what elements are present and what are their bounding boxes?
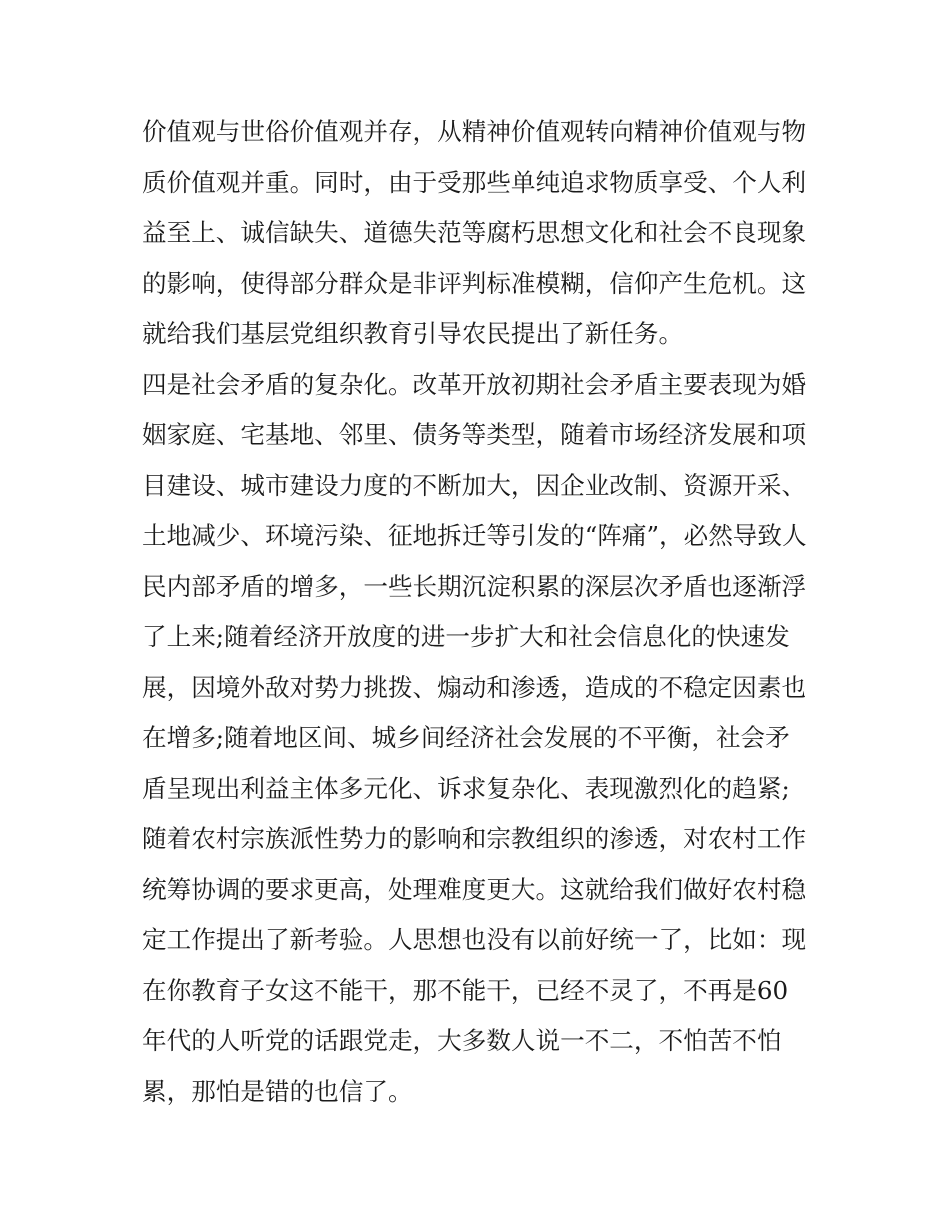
text-line: 定工作提出了新考验。人思想也没有以前好统一了，比如：现: [142, 925, 807, 954]
text-line: 的影响，使得部分群众是非评判标准模糊，信仰产生危机。这: [142, 268, 807, 298]
text-line: 年代的人听党的话跟党走，大多数人说一不二，不怕苦不怕: [142, 1026, 782, 1055]
text-line: 土地减少、环境污染、征地拆迁等引发的“阵痛”，必然导致人: [142, 521, 807, 550]
text-line: 了上来;随着经济开放度的进一步扩大和社会信息化的快速发: [142, 622, 790, 651]
body-text: [142, 107, 814, 1117]
text-line: 在增多;随着地区间、城乡间经济社会发展的不平衡，社会矛: [142, 723, 790, 752]
text-line: 益至上、诚信缺失、道德失范等腐朽思想文化和社会不良现象: [142, 218, 807, 247]
text-line: 展，因境外敌对势力挑拨、煽动和渗透，造成的不稳定因素也: [142, 672, 807, 702]
text-line: 姻家庭、宅基地、邻里、债务等类型，随着市场经济发展和项: [142, 420, 807, 449]
text-line: 目建设、城市建设力度的不断加大，因企业改制、资源开采、: [142, 470, 807, 500]
text-line: 统筹协调的要求更高，处理难度更大。这就给我们做好农村稳: [142, 874, 807, 904]
text-line: 随着农村宗族派性势力的影响和宗教组织的渗透，对农村工作: [142, 824, 807, 853]
text-line: 质价值观并重。同时，由于受那些单纯追求物质享受、个人利: [142, 167, 807, 197]
text-line: 民内部矛盾的增多，一些长期沉淀积累的深层次矛盾也逐渐浮: [142, 571, 807, 601]
text-line: 在你教育子女这不能干，那不能干，已经不灵了，不再是60: [142, 975, 789, 1005]
text-line: 四是社会矛盾的复杂化。改革开放初期社会矛盾主要表现为婚: [142, 369, 807, 399]
text-line: 就给我们基层党组织教育引导农民提出了新任务。: [142, 319, 684, 348]
text-line: 累，那怕是错的也信了。: [142, 1076, 413, 1106]
text-line: 价值观与世俗价值观并存，从精神价值观转向精神价值观与物: [142, 117, 807, 146]
text-line: 盾呈现出利益主体多元化、诉求复杂化、表现激烈化的趋紧;: [142, 773, 790, 803]
